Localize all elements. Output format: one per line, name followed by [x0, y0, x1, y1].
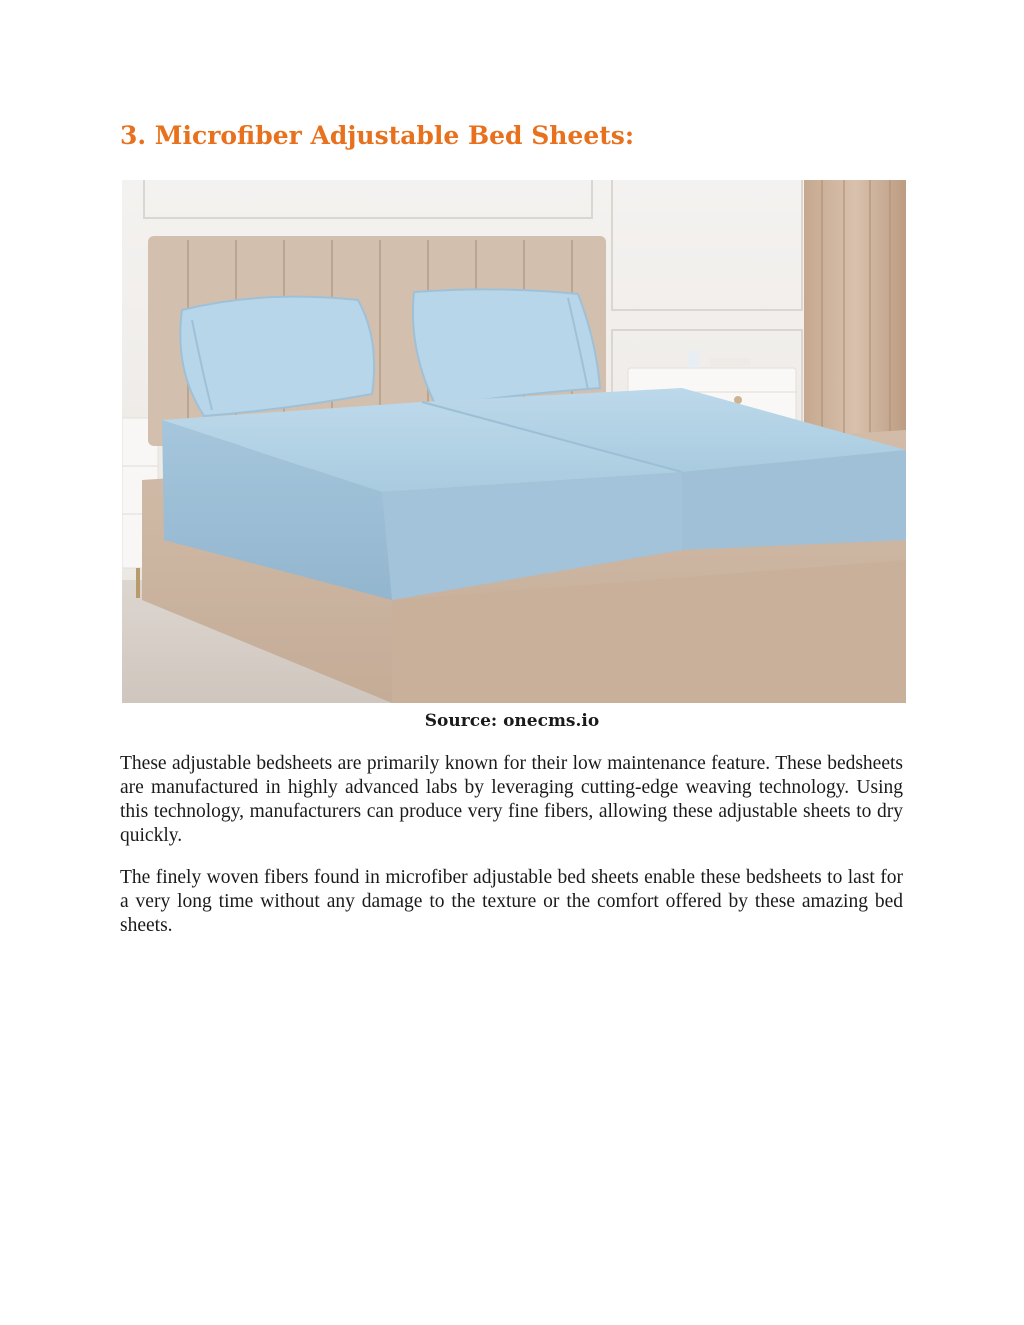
bed-sheets-photo: [122, 180, 906, 703]
paragraph-low-maintenance: These adjustable bedsheets are primarily known for their low maintenance feature. These bedsheets are manufactured in highly advanced labs by leveraging cutting-edge weaving technology. Using this technology, manufacturers can produce very fine fibers, allowing these adjustable sheets to dry quickly.: [120, 753, 903, 846]
page-heading: 3. Microfiber Adjustable Bed Sheets:: [120, 121, 635, 150]
paragraph-durability: The finely woven fibers found in microfiber adjustable bed sheets enable these bedsheets to last for a very long time without any damage to the texture or the comfort offered by these amazing bed sheets.: [120, 867, 903, 936]
image-source-caption: Source: onecms.io: [424, 711, 600, 731]
